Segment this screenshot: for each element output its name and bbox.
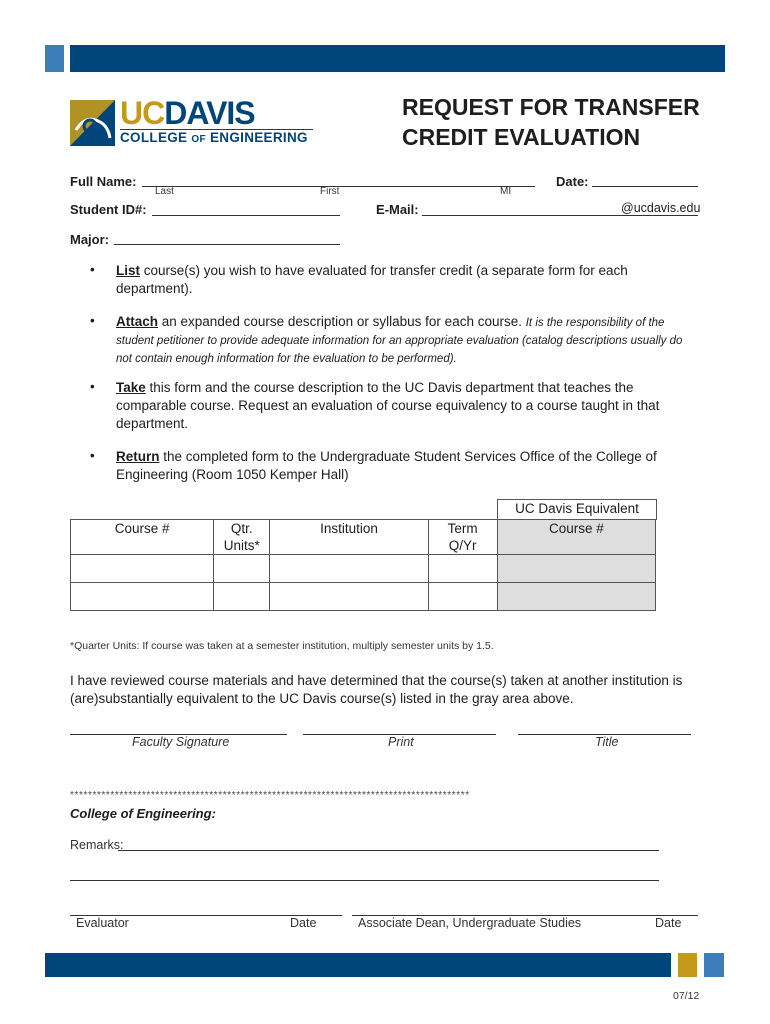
equiv-header-top: UC Davis Equivalent bbox=[497, 499, 657, 520]
instruction-keyword: List bbox=[116, 263, 141, 278]
term-cell[interactable] bbox=[428, 583, 497, 611]
last-name-caption: Last bbox=[155, 186, 174, 197]
date-field[interactable] bbox=[592, 186, 698, 187]
email-label: E-Mail: bbox=[376, 202, 419, 217]
remarks-line-1[interactable] bbox=[118, 850, 659, 851]
course-cell[interactable] bbox=[71, 583, 214, 611]
term-header-line-1: Term bbox=[447, 521, 478, 536]
logo-uc: UC bbox=[120, 95, 165, 131]
first-name-caption: First bbox=[320, 186, 340, 197]
instruction-return bbox=[116, 448, 676, 484]
remarks-line-2[interactable] bbox=[70, 880, 659, 881]
email-domain: @ucdavis.edu bbox=[621, 201, 701, 215]
bottom-banner bbox=[45, 953, 671, 977]
dean-date-caption: Date bbox=[655, 916, 682, 930]
evaluator-date-caption: Date bbox=[290, 916, 317, 930]
form-title bbox=[402, 92, 700, 152]
remarks-label: Remarks: bbox=[70, 838, 124, 852]
qtr-header-line-1: Qtr. bbox=[230, 521, 253, 536]
equiv-course-header: Course # bbox=[497, 520, 655, 555]
engineering-shield-icon bbox=[70, 100, 115, 146]
term-header bbox=[428, 520, 497, 555]
instruction-list bbox=[116, 262, 686, 298]
instruction-note: It is the responsibility of the student petitioner to provide adequate information for an appropriate evaluation (catalog descriptions usually do not contain enough information for the evaluation to be performed). bbox=[116, 317, 683, 365]
coe-heading: College of Engineering: bbox=[70, 806, 216, 821]
email-field[interactable] bbox=[422, 215, 698, 216]
print-caption: Print bbox=[388, 735, 414, 749]
term-cell[interactable] bbox=[428, 555, 497, 583]
top-banner bbox=[70, 45, 725, 72]
middle-initial-caption: MI bbox=[500, 186, 512, 197]
course-header: Course # bbox=[71, 520, 214, 555]
uc-davis-logo bbox=[70, 95, 320, 148]
bullet-dot: • bbox=[90, 379, 95, 394]
term-header-line-2: Q/Yr bbox=[448, 538, 477, 553]
date-label: Date: bbox=[556, 174, 589, 189]
evaluator-caption: Evaluator bbox=[76, 916, 129, 930]
student-id-label: Student ID#: bbox=[70, 202, 147, 217]
qtr-header-line-2: Units* bbox=[223, 538, 260, 553]
faculty-signature-caption: Faculty Signature bbox=[132, 735, 230, 749]
instruction-text: course(s) you wish to have evaluated for transfer credit (a separate form for each department). bbox=[116, 263, 628, 296]
instruction-take bbox=[116, 379, 676, 433]
full-name-label: Full Name: bbox=[70, 174, 137, 189]
logo-of: OF bbox=[191, 134, 206, 145]
logo-college: COLLEGE bbox=[120, 130, 188, 145]
units-cell[interactable] bbox=[214, 583, 270, 611]
bullet-dot: • bbox=[90, 448, 95, 463]
student-id-field[interactable] bbox=[152, 215, 340, 216]
bullet-dot: • bbox=[90, 262, 95, 277]
logo-davis: DAVIS bbox=[164, 95, 255, 131]
equiv-course-cell[interactable] bbox=[497, 583, 655, 611]
instruction-keyword: Return bbox=[116, 449, 160, 464]
units-cell[interactable] bbox=[214, 555, 270, 583]
instruction-text: this form and the course description to the UC Davis department that teaches the comparable course. Request an evaluation of course equivalency to a course taught in that department. bbox=[116, 380, 660, 431]
equiv-course-cell[interactable] bbox=[497, 555, 655, 583]
instruction-keyword: Take bbox=[116, 380, 146, 395]
course-cell[interactable] bbox=[71, 555, 214, 583]
form-version: 07/12 bbox=[673, 990, 700, 1002]
major-field[interactable] bbox=[114, 244, 340, 245]
assoc-dean-caption: Associate Dean, Undergraduate Studies bbox=[358, 916, 582, 930]
asterisk-separator: ***************************************************************************************** bbox=[70, 790, 470, 801]
top-banner-accent bbox=[45, 45, 64, 72]
title-caption: Title bbox=[595, 735, 619, 749]
bullet-dot: • bbox=[90, 313, 95, 328]
instruction-text: the completed form to the Undergraduate Student Services Office of the College of Engineering (Room 1050 Kemper Hall) bbox=[116, 449, 657, 482]
faculty-statement: I have reviewed course materials and have determined that the course(s) taken at another institution is (are)substantially equivalent to the UC Davis course(s) listed in the gray area above. bbox=[70, 673, 683, 706]
logo-engineering: ENGINEERING bbox=[209, 130, 308, 145]
institution-header: Institution bbox=[270, 520, 428, 555]
institution-cell[interactable] bbox=[270, 583, 428, 611]
course-table bbox=[70, 519, 656, 611]
title-line-1: REQUEST FOR TRANSFER bbox=[402, 94, 700, 120]
bottom-banner-blue-accent bbox=[704, 953, 724, 977]
instruction-text: an expanded course description or syllabus for each course. bbox=[158, 314, 526, 329]
institution-cell[interactable] bbox=[270, 555, 428, 583]
instruction-attach bbox=[116, 313, 686, 367]
major-label: Major: bbox=[70, 232, 109, 247]
qtr-units-header bbox=[214, 520, 270, 555]
title-line-2: CREDIT EVALUATION bbox=[402, 124, 641, 150]
instruction-keyword: Attach bbox=[116, 314, 159, 329]
bottom-banner-gold-accent bbox=[678, 953, 697, 977]
quarter-units-footnote: *Quarter Units: If course was taken at a semester institution, multiply semester units by 1.5. bbox=[70, 640, 494, 652]
